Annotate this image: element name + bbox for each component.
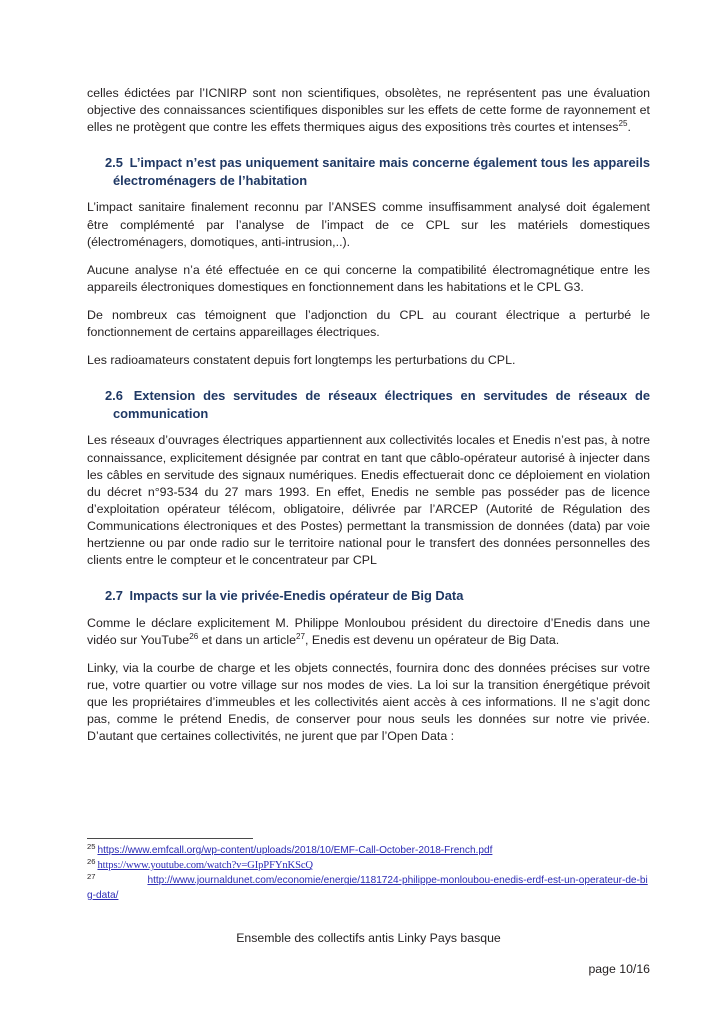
paragraph-2-6-1: Les réseaux d’ouvrages électriques appartiennent aux collectivités locales et Enedis n’est pas, à notre connaissance, explicitement désignée par contrat en tant que câblo-opérateur autorisé à injecter dans les câbles en servitude des signaux numériques. Enedis effectuerait donc ce déploiement en violation du décret n°93-534 du 27 mars 1993. En effet, Enedis ne semble pas posséder pas de licence d’exploitation opérateur télécom, obligatoire, délivrée par l’ARCEP (Autorité de Régulation des Communications électroniques et des Postes) permettant la transmission de données (data) par voie hertzienne ou par onde radio sur le territoire national pour le transfert des données personnelles des clients entre le compteur et le concentrateur par CPL (87, 433, 650, 568)
page-footer (87, 930, 650, 978)
heading-section-2-6 (87, 387, 650, 422)
footnote-26-marker: 26 (87, 856, 96, 866)
paragraph-2-5-1: L’impact sanitaire finalement reconnu par l’ANSES comme insuffisamment analysé doit également être complémenté par l’analyse de l’impact de ce CPL sur les matériels domestiques (électroménagers, domotiques, anti-intrusion,..). (87, 200, 650, 249)
heading-number-2-6: 2.6 (105, 388, 123, 404)
paragraph-2-5-3: De nombreux cas témoignent que l’adjonction du CPL au courant électrique a perturbé le fonctionnement de certains appareillages électriques. (87, 307, 650, 340)
footer-organisation: Ensemble des collectifs antis Linky Pays basque (236, 931, 501, 945)
footnote-27 (87, 874, 650, 903)
footer-page-number: page 10/16 (588, 962, 650, 976)
paragraph-intro: celles édictées par l’ICNIRP sont non scientifiques, obsolètes, ne représentent pas une évaluation objective des connaissances scientifiques disponibles sur les effets de cette forme de rayonnement et elles ne protègent que contre les effets thermiques aigus des expositions très courtes et intenses$^{25}$. (87, 86, 650, 135)
footnote-ref-26[interactable]: 26 (189, 631, 199, 641)
page-content (87, 85, 650, 745)
paragraph-2-5-4: Les radioamateurs constatent depuis fort longtemps les perturbations du CPL. (87, 353, 516, 368)
footnote-separator-rule (87, 838, 253, 839)
footnotes-section (87, 838, 650, 905)
footnote-25-marker: 25 (87, 841, 96, 851)
paragraph-2-7-1-part2: et dans un article (198, 632, 297, 647)
footnote-25 (87, 841, 650, 858)
paragraph-2-7-1-part1: Comme le déclare explicitement M. Philippe Monloubou président du directoire d’Enedis dans une vidéo sur YouTube (87, 615, 650, 647)
paragraph-2-7-1 (87, 615, 650, 649)
paragraph-2-7-1-part3: , Enedis est devenu un opérateur de Big Data. (305, 632, 560, 647)
heading-section-2-5 (87, 154, 650, 189)
footnote-26-link[interactable]: https://www.youtube.com/watch?v=GIpPFYnKScQ (97, 860, 313, 872)
footnote-26 (87, 856, 650, 873)
heading-number-2-5: 2.5 (105, 155, 123, 171)
paragraph-2-7-2: Linky, via la courbe de charge et les objets connectés, fournira donc des données précises sur votre rue, votre quartier ou votre village sur nos modes de vies. La loi sur la transition énergétique prévoit que les propriétaires d’immeubles et les collectivités aient accès à ces informations. Il ne s’agit donc pas, comme le prétend Enedis, de conserver pour nous seuls les données sur notre vie privée. D’autant que certaines collectivités, ne jurent que par l’Open Data : (87, 660, 650, 744)
heading-title-2-5: L’impact n’est pas uniquement sanitaire mais concerne également tous les appareils électroménagers de l’habitation (113, 155, 650, 188)
footnote-27-marker: 27 (87, 872, 96, 882)
heading-section-2-7 (87, 587, 650, 605)
paragraph-intro-text: celles édictées par l’ICNIRP sont non scientifiques, obsolètes, ne représentent pas une évaluation objective des connaissances scientifiques disponibles sur les effets de cette forme de rayonnement et elles ne protègent que contre les effets thermiques aigus des expositions très courtes et intenses (87, 86, 650, 135)
footnote-25-link[interactable]: https://www.emfcall.org/wp-content/uploads/2018/10/EMF-Call-October-2018-French.pdf (97, 845, 493, 856)
footnote-27-link[interactable]: http://www.journaldunet.com/economie/energie/1181724-philippe-monloubou-enedis-erdf-est-un-operateur-de-big-data/ (87, 875, 648, 901)
paragraph-2-5-2: Aucune analyse n’a été effectuée en ce qui concerne la compatibilité électromagnétique entre les appareils électroniques domestiques en fonctionnement dans les habitations et le CPL G3. (87, 262, 650, 294)
heading-title-2-6: Extension des servitudes de réseaux électriques en servitudes de réseaux de communication (113, 388, 650, 421)
footnote-ref-27[interactable]: 27 (296, 631, 306, 641)
footnote-ref-25[interactable]: 25 (618, 119, 628, 129)
heading-number-2-7: 2.7 (105, 588, 123, 604)
heading-title-2-7: Impacts sur la vie privée-Enedis opérateur de Big Data (129, 588, 464, 604)
